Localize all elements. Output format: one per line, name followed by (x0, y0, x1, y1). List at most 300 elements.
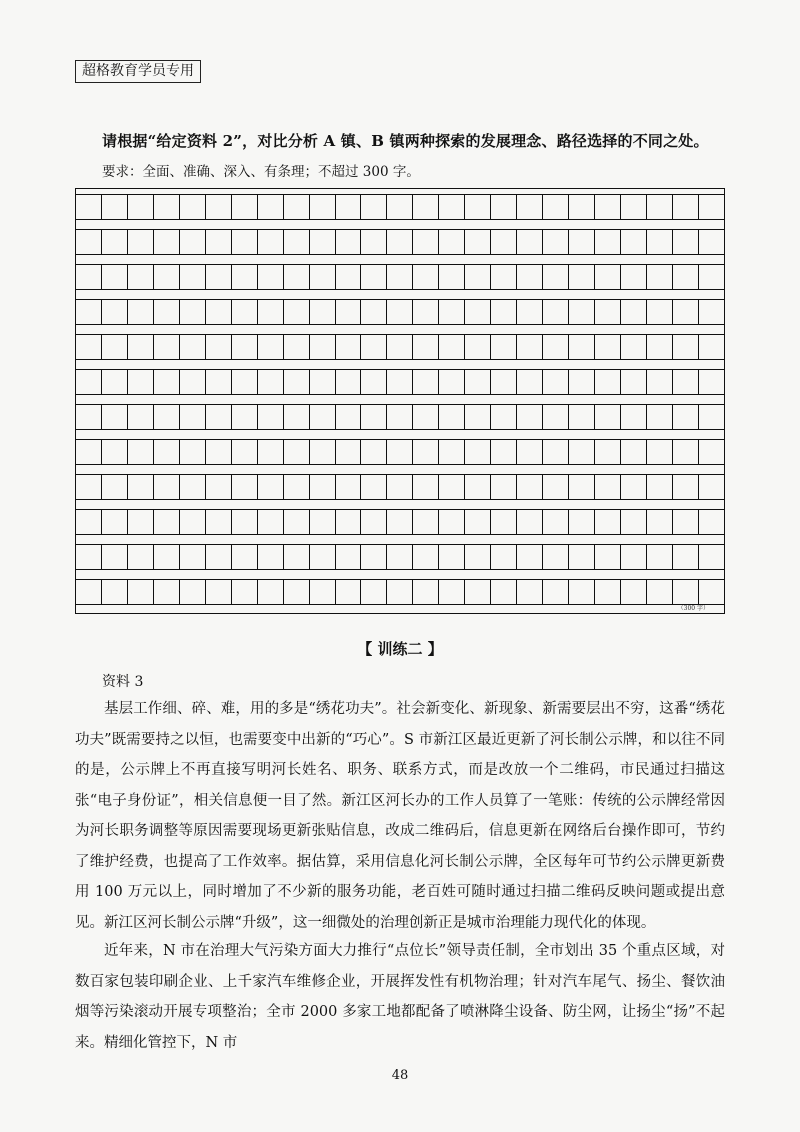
answer-grid-cell[interactable] (543, 475, 569, 499)
answer-grid-cell[interactable] (258, 335, 284, 359)
answer-grid-cell[interactable] (569, 440, 595, 464)
answer-grid-cell[interactable] (128, 440, 154, 464)
answer-grid-cell[interactable] (439, 405, 465, 429)
answer-grid-cell[interactable] (361, 335, 387, 359)
answer-grid-cell[interactable] (361, 195, 387, 219)
answer-grid-cell[interactable] (102, 370, 128, 394)
answer-grid-cell[interactable] (128, 300, 154, 324)
answer-grid-cell[interactable] (517, 545, 543, 569)
answer-grid-cell[interactable] (465, 405, 491, 429)
answer-grid-cell[interactable] (180, 265, 206, 289)
answer-grid-cell[interactable] (491, 265, 517, 289)
answer-grid-cell[interactable] (128, 335, 154, 359)
answer-grid-cell[interactable] (284, 475, 310, 499)
answer-grid-cell[interactable] (128, 195, 154, 219)
answer-grid-cell[interactable] (284, 335, 310, 359)
answer-grid-cell[interactable] (413, 545, 439, 569)
answer-grid-cell[interactable] (361, 230, 387, 254)
answer-grid-cell[interactable] (206, 300, 232, 324)
answer-grid-cell[interactable] (180, 440, 206, 464)
answer-grid-cell[interactable] (595, 335, 621, 359)
answer-grid-cell[interactable] (180, 510, 206, 534)
answer-grid-cell[interactable] (310, 580, 336, 604)
answer-grid-cell[interactable] (413, 580, 439, 604)
answer-grid-cell[interactable] (673, 265, 699, 289)
answer-grid-cell[interactable] (647, 440, 673, 464)
answer-grid-cell[interactable] (180, 195, 206, 219)
answer-grid-cell[interactable] (128, 475, 154, 499)
answer-grid-cell[interactable] (543, 580, 569, 604)
answer-grid-cell[interactable] (284, 440, 310, 464)
answer-grid-cell[interactable] (180, 370, 206, 394)
answer-grid-cell[interactable] (517, 195, 543, 219)
answer-grid-cell[interactable] (413, 230, 439, 254)
answer-grid-cell[interactable] (621, 405, 647, 429)
answer-grid-cell[interactable] (387, 370, 413, 394)
answer-grid-cell[interactable] (128, 265, 154, 289)
answer-grid-cell[interactable] (699, 335, 725, 359)
answer-grid-cell[interactable] (336, 195, 362, 219)
answer-grid-cell[interactable] (543, 195, 569, 219)
answer-grid-cell[interactable] (387, 440, 413, 464)
answer-grid-cell[interactable] (413, 510, 439, 534)
answer-grid-cell[interactable] (387, 230, 413, 254)
answer-grid-cell[interactable] (569, 580, 595, 604)
answer-grid-cell[interactable] (180, 545, 206, 569)
answer-grid-cell[interactable] (387, 335, 413, 359)
answer-grid-cell[interactable] (232, 265, 258, 289)
answer-grid-cell[interactable] (206, 195, 232, 219)
answer-grid-cell[interactable] (206, 335, 232, 359)
answer-grid-cell[interactable] (491, 545, 517, 569)
answer-grid-cell[interactable] (439, 265, 465, 289)
answer-grid-cell[interactable] (75, 195, 102, 219)
answer-grid-cell[interactable] (75, 510, 102, 534)
answer-grid-cell[interactable] (439, 300, 465, 324)
answer-grid-cell[interactable] (310, 195, 336, 219)
answer-grid-cell[interactable] (491, 230, 517, 254)
answer-grid-cell[interactable] (102, 195, 128, 219)
answer-grid-cell[interactable] (647, 475, 673, 499)
answer-grid-cell[interactable] (206, 230, 232, 254)
answer-grid-cell[interactable] (621, 335, 647, 359)
answer-grid-cell[interactable] (491, 510, 517, 534)
answer-grid-cell[interactable] (673, 510, 699, 534)
answer-grid-cell[interactable] (621, 300, 647, 324)
answer-grid-cell[interactable] (258, 440, 284, 464)
answer-grid-cell[interactable] (621, 545, 647, 569)
answer-grid-cell[interactable] (465, 300, 491, 324)
answer-grid-cell[interactable] (413, 195, 439, 219)
answer-grid-cell[interactable] (258, 300, 284, 324)
answer-grid-cell[interactable] (102, 440, 128, 464)
answer-grid-cell[interactable] (543, 545, 569, 569)
answer-grid-cell[interactable] (673, 300, 699, 324)
answer-grid-cell[interactable] (102, 230, 128, 254)
answer-grid-cell[interactable] (232, 510, 258, 534)
answer-grid-cell[interactable] (206, 510, 232, 534)
answer-grid-cell[interactable] (206, 475, 232, 499)
answer-grid-cell[interactable] (258, 545, 284, 569)
answer-grid-cell[interactable] (154, 195, 180, 219)
answer-grid-cell[interactable] (206, 545, 232, 569)
answer-grid-cell[interactable] (361, 405, 387, 429)
answer-grid-cell[interactable] (154, 370, 180, 394)
answer-grid-cell[interactable] (465, 370, 491, 394)
answer-grid-cell[interactable] (75, 300, 102, 324)
answer-grid-cell[interactable] (180, 335, 206, 359)
answer-grid-cell[interactable] (491, 405, 517, 429)
answer-grid-cell[interactable] (647, 580, 673, 604)
answer-grid-cell[interactable] (336, 440, 362, 464)
answer-grid-cell[interactable] (569, 545, 595, 569)
answer-grid-cell[interactable] (206, 405, 232, 429)
answer-grid-cell[interactable] (154, 300, 180, 324)
answer-grid-cell[interactable] (595, 370, 621, 394)
answer-grid-cell[interactable] (699, 580, 725, 604)
answer-grid-cell[interactable] (439, 510, 465, 534)
answer-grid-cell[interactable] (128, 580, 154, 604)
answer-grid-cell[interactable] (621, 370, 647, 394)
answer-grid-cell[interactable] (75, 335, 102, 359)
answer-grid-cell[interactable] (699, 545, 725, 569)
answer-grid-cell[interactable] (517, 335, 543, 359)
answer-grid-cell[interactable] (543, 405, 569, 429)
answer-grid-cell[interactable] (543, 335, 569, 359)
answer-grid-cell[interactable] (102, 580, 128, 604)
answer-grid-cell[interactable] (232, 370, 258, 394)
answer-grid-cell[interactable] (128, 230, 154, 254)
answer-grid-cell[interactable] (154, 545, 180, 569)
answer-grid-cell[interactable] (154, 265, 180, 289)
answer-grid-cell[interactable] (154, 475, 180, 499)
answer-grid-cell[interactable] (310, 405, 336, 429)
answer-grid-cell[interactable] (206, 265, 232, 289)
answer-grid-cell[interactable] (439, 195, 465, 219)
answer-grid-cell[interactable] (647, 195, 673, 219)
answer-grid-cell[interactable] (413, 370, 439, 394)
answer-grid-cell[interactable] (439, 475, 465, 499)
answer-grid-cell[interactable] (75, 405, 102, 429)
answer-grid-cell[interactable] (232, 335, 258, 359)
answer-grid-cell[interactable] (595, 300, 621, 324)
answer-grid-cell[interactable] (336, 370, 362, 394)
answer-grid-cell[interactable] (465, 510, 491, 534)
answer-grid-cell[interactable] (569, 265, 595, 289)
answer-grid-cell[interactable] (543, 300, 569, 324)
answer-grid-cell[interactable] (361, 370, 387, 394)
answer-grid-cell[interactable] (621, 580, 647, 604)
answer-grid-cell[interactable] (232, 545, 258, 569)
answer-grid-cell[interactable] (621, 475, 647, 499)
answer-grid-cell[interactable] (102, 335, 128, 359)
answer-grid-cell[interactable] (673, 230, 699, 254)
answer-grid-cell[interactable] (336, 230, 362, 254)
answer-grid-cell[interactable] (180, 475, 206, 499)
answer-grid-cell[interactable] (517, 300, 543, 324)
answer-grid-cell[interactable] (102, 475, 128, 499)
answer-grid-cell[interactable] (102, 265, 128, 289)
answer-grid-cell[interactable] (569, 335, 595, 359)
answer-grid-cell[interactable] (543, 265, 569, 289)
answer-grid-cell[interactable] (258, 475, 284, 499)
answer-grid-cell[interactable] (673, 545, 699, 569)
answer-grid-cell[interactable] (75, 230, 102, 254)
answer-grid-cell[interactable] (621, 265, 647, 289)
answer-grid-cell[interactable] (258, 195, 284, 219)
answer-grid-cell[interactable] (310, 265, 336, 289)
answer-grid-cell[interactable] (258, 580, 284, 604)
answer-grid-cell[interactable] (361, 510, 387, 534)
answer-grid-cell[interactable] (517, 580, 543, 604)
answer-grid-cell[interactable] (465, 475, 491, 499)
answer-grid-cell[interactable] (569, 300, 595, 324)
answer-grid-cell[interactable] (180, 405, 206, 429)
answer-grid-cell[interactable] (465, 335, 491, 359)
answer-grid-cell[interactable] (647, 335, 673, 359)
answer-grid-cell[interactable] (595, 195, 621, 219)
answer-grid-cell[interactable] (258, 370, 284, 394)
answer-grid-cell[interactable] (517, 440, 543, 464)
answer-grid-cell[interactable] (647, 405, 673, 429)
answer-grid-cell[interactable] (673, 370, 699, 394)
answer-grid-cell[interactable] (284, 545, 310, 569)
answer-grid-cell[interactable] (673, 405, 699, 429)
answer-grid-cell[interactable] (647, 510, 673, 534)
answer-grid-cell[interactable] (595, 545, 621, 569)
answer-grid-cell[interactable] (387, 265, 413, 289)
answer-grid-cell[interactable] (361, 545, 387, 569)
answer-grid-cell[interactable] (154, 580, 180, 604)
answer-grid-cell[interactable] (491, 440, 517, 464)
answer-grid-cell[interactable] (569, 370, 595, 394)
answer-grid-cell[interactable] (310, 230, 336, 254)
answer-grid-cell[interactable] (439, 545, 465, 569)
answer-grid-cell[interactable] (310, 335, 336, 359)
answer-grid-cell[interactable] (387, 580, 413, 604)
answer-grid-cell[interactable] (517, 510, 543, 534)
answer-grid-cell[interactable] (154, 335, 180, 359)
answer-grid-cell[interactable] (310, 510, 336, 534)
answer-grid-cell[interactable] (180, 230, 206, 254)
answer-grid-cell[interactable] (413, 300, 439, 324)
answer-grid-cell[interactable] (517, 370, 543, 394)
answer-grid-cell[interactable] (465, 265, 491, 289)
answer-grid-cell[interactable] (699, 230, 725, 254)
answer-grid-cell[interactable] (465, 195, 491, 219)
answer-grid-cell[interactable] (465, 545, 491, 569)
answer-grid-cell[interactable] (75, 265, 102, 289)
answer-grid-cell[interactable] (621, 195, 647, 219)
answer-grid-cell[interactable] (543, 440, 569, 464)
answer-grid-cell[interactable] (258, 510, 284, 534)
answer-grid-cell[interactable] (569, 405, 595, 429)
answer-grid-cell[interactable] (75, 545, 102, 569)
answer-grid-cell[interactable] (206, 440, 232, 464)
answer-grid-cell[interactable] (336, 300, 362, 324)
answer-grid-cell[interactable] (439, 335, 465, 359)
answer-grid-cell[interactable] (232, 300, 258, 324)
answer-grid-cell[interactable] (154, 440, 180, 464)
answer-grid-cell[interactable] (232, 405, 258, 429)
answer-grid-cell[interactable] (336, 510, 362, 534)
answer-grid-cell[interactable] (361, 300, 387, 324)
answer-grid-cell[interactable] (128, 545, 154, 569)
answer-grid-cell[interactable] (673, 475, 699, 499)
answer-grid-cell[interactable] (387, 195, 413, 219)
answer-grid-cell[interactable] (336, 265, 362, 289)
answer-grid-cell[interactable] (387, 475, 413, 499)
answer-grid-cell[interactable] (284, 405, 310, 429)
answer-grid-cell[interactable] (491, 475, 517, 499)
answer-grid-cell[interactable] (361, 475, 387, 499)
answer-grid-cell[interactable] (413, 440, 439, 464)
answer-grid-cell[interactable] (491, 300, 517, 324)
answer-grid-cell[interactable] (699, 370, 725, 394)
answer-grid-cell[interactable] (102, 405, 128, 429)
answer-grid-cell[interactable] (543, 510, 569, 534)
answer-grid-cell[interactable] (180, 580, 206, 604)
answer-grid-cell[interactable] (180, 300, 206, 324)
answer-grid-cell[interactable] (206, 370, 232, 394)
answer-grid-cell[interactable] (699, 300, 725, 324)
answer-grid-cell[interactable] (387, 545, 413, 569)
answer-grid-cell[interactable] (595, 475, 621, 499)
answer-grid-cell[interactable] (336, 545, 362, 569)
answer-grid-cell[interactable] (621, 230, 647, 254)
answer-grid-cell[interactable] (75, 580, 102, 604)
answer-grid-cell[interactable] (595, 580, 621, 604)
answer-grid-cell[interactable] (154, 510, 180, 534)
answer-grid-cell[interactable] (310, 545, 336, 569)
answer-grid-cell[interactable] (232, 195, 258, 219)
answer-grid-cell[interactable] (284, 370, 310, 394)
answer-grid-cell[interactable] (128, 405, 154, 429)
answer-grid-cell[interactable] (699, 405, 725, 429)
answer-grid-cell[interactable] (517, 405, 543, 429)
answer-grid-cell[interactable] (569, 195, 595, 219)
answer-grid-cell[interactable] (543, 230, 569, 254)
answer-grid-cell[interactable] (75, 440, 102, 464)
answer-grid-cell[interactable] (75, 370, 102, 394)
answer-grid-cell[interactable] (387, 300, 413, 324)
answer-grid-cell[interactable] (647, 545, 673, 569)
answer-grid-cell[interactable] (699, 510, 725, 534)
answer-grid-cell[interactable] (154, 230, 180, 254)
answer-grid-cell[interactable] (465, 230, 491, 254)
answer-grid-cell[interactable] (491, 370, 517, 394)
answer-grid-cell[interactable] (413, 405, 439, 429)
answer-grid-cell[interactable] (258, 230, 284, 254)
answer-grid-cell[interactable] (673, 335, 699, 359)
answer-grid-cell[interactable] (439, 580, 465, 604)
answer-grid-cell[interactable] (284, 300, 310, 324)
answer-grid-cell[interactable] (569, 230, 595, 254)
answer-grid-cell[interactable] (102, 510, 128, 534)
answer-grid-cell[interactable] (673, 195, 699, 219)
answer-grid-cell[interactable] (413, 335, 439, 359)
answer-grid-cell[interactable] (699, 475, 725, 499)
answer-grid-cell[interactable] (595, 230, 621, 254)
answer-grid-cell[interactable] (310, 370, 336, 394)
answer-grid-cell[interactable] (465, 580, 491, 604)
answer-grid-cell[interactable] (102, 545, 128, 569)
answer-grid-cell[interactable] (647, 265, 673, 289)
answer-grid-cell[interactable] (413, 475, 439, 499)
answer-grid-cell[interactable] (647, 230, 673, 254)
answer-grid-cell[interactable] (128, 510, 154, 534)
answer-grid-cell[interactable] (413, 265, 439, 289)
answer-grid-cell[interactable] (387, 510, 413, 534)
answer-grid-cell[interactable] (491, 580, 517, 604)
answer-grid-cell[interactable] (361, 265, 387, 289)
answer-grid-cell[interactable] (647, 370, 673, 394)
answer-grid-cell[interactable] (258, 405, 284, 429)
answer-grid-cell[interactable] (154, 405, 180, 429)
answer-grid-cell[interactable] (361, 580, 387, 604)
answer-grid-cell[interactable] (232, 230, 258, 254)
answer-grid-cell[interactable] (595, 265, 621, 289)
answer-grid-cell[interactable] (102, 300, 128, 324)
answer-grid-cell[interactable] (595, 510, 621, 534)
answer-grid-cell[interactable] (284, 265, 310, 289)
answer-grid-cell[interactable] (336, 335, 362, 359)
answer-grid-cell[interactable] (206, 580, 232, 604)
answer-grid-cell[interactable] (439, 230, 465, 254)
answer-grid-cell[interactable] (699, 265, 725, 289)
answer-grid-cell[interactable] (336, 405, 362, 429)
answer-grid-cell[interactable] (491, 195, 517, 219)
answer-grid-cell[interactable] (336, 580, 362, 604)
answer-grid-cell[interactable] (647, 300, 673, 324)
answer-grid-cell[interactable] (232, 475, 258, 499)
answer-grid-cell[interactable] (491, 335, 517, 359)
answer-grid-cell[interactable] (232, 440, 258, 464)
answer-grid-cell[interactable] (517, 265, 543, 289)
answer-grid-cell[interactable] (361, 440, 387, 464)
answer-grid-cell[interactable] (543, 370, 569, 394)
answer-grid-cell[interactable] (128, 370, 154, 394)
answer-grid-cell[interactable] (569, 475, 595, 499)
answer-grid-cell[interactable] (439, 440, 465, 464)
answer-grid-cell[interactable] (284, 230, 310, 254)
answer-grid-cell[interactable] (387, 405, 413, 429)
answer-grid-cell[interactable] (595, 440, 621, 464)
answer-grid-cell[interactable] (284, 195, 310, 219)
answer-grid-cell[interactable] (75, 475, 102, 499)
answer-grid-cell[interactable] (284, 580, 310, 604)
answer-grid-cell[interactable] (336, 475, 362, 499)
answer-grid-cell[interactable] (699, 440, 725, 464)
answer-grid-cell[interactable] (621, 440, 647, 464)
answer-grid-cell[interactable] (673, 440, 699, 464)
answer-grid-cell[interactable] (465, 440, 491, 464)
answer-grid-cell[interactable] (258, 265, 284, 289)
answer-grid-cell[interactable] (673, 580, 699, 604)
answer-grid-cell[interactable] (439, 370, 465, 394)
answer-grid-cell[interactable] (517, 475, 543, 499)
answer-grid-cell[interactable] (621, 510, 647, 534)
answer-grid-cell[interactable] (699, 195, 725, 219)
answer-grid-cell[interactable] (310, 440, 336, 464)
answer-grid-cell[interactable] (310, 475, 336, 499)
answer-grid-cell[interactable] (232, 580, 258, 604)
answer-grid-cell[interactable] (310, 300, 336, 324)
answer-grid[interactable] (75, 188, 725, 614)
answer-grid-cell[interactable] (595, 405, 621, 429)
answer-grid-cell[interactable] (569, 510, 595, 534)
answer-grid-cell[interactable] (284, 510, 310, 534)
